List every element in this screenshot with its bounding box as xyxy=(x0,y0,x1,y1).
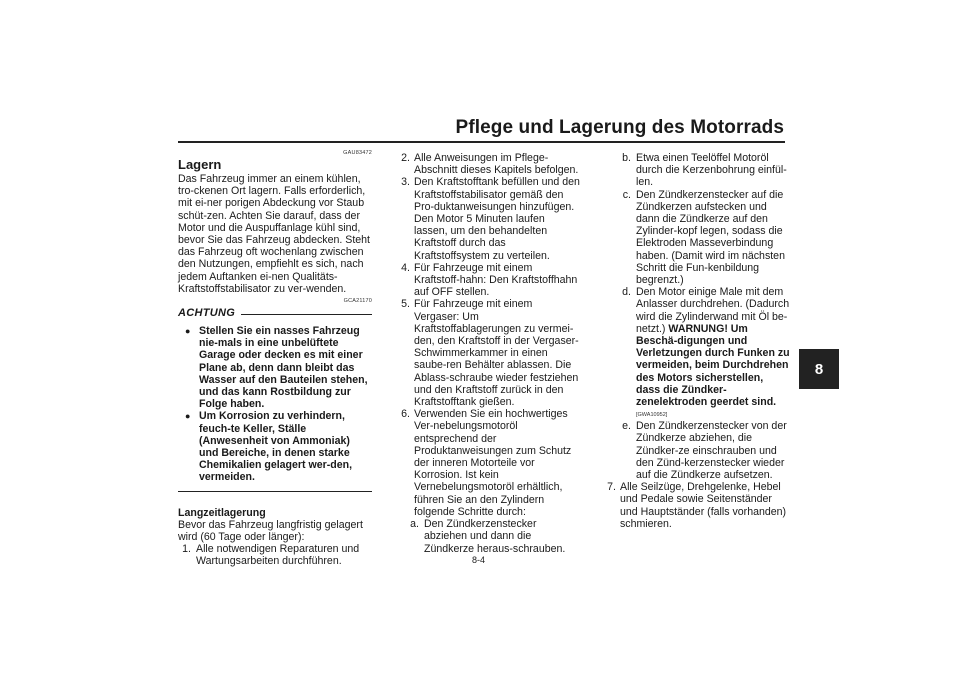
chapter-tab: 8 xyxy=(799,349,839,389)
sub-list-item-text: Etwa einen Teelöffel Motoröl durch die Kerzenbohrung einfül-len. xyxy=(636,152,787,189)
list-item xyxy=(598,481,790,530)
list-item-number: 3. xyxy=(401,176,410,189)
list-item xyxy=(392,408,580,518)
list-item xyxy=(392,176,580,261)
warning-text: WARNUNG! Um Beschä-digungen und Verletzungen durch Funken zu vermeiden, beim Durchdrehen des Motors sicherstellen, dass die Zündker-zenelektroden geerdet sind. xyxy=(636,322,790,409)
column-left xyxy=(178,150,372,568)
section-title: Lagern xyxy=(178,157,222,172)
warning-reference-code: [GWA10952] xyxy=(636,412,668,419)
list-item-number: 2. xyxy=(401,152,410,164)
sub-list-item-letter: b. xyxy=(622,152,631,164)
sub-list-item xyxy=(598,286,790,420)
notice-bullet-text: Um Korrosion zu verhindern, feuch-te Keller, Ställe (Anwesenheit von Ammoniak) und Bereiche, in denen starke Chemikalien gelagert wer-den, vermeiden. xyxy=(199,410,353,484)
list-item xyxy=(178,543,372,567)
list-item-number: 5. xyxy=(401,298,410,311)
page-header-title: Pflege und Lagerung des Motorrads xyxy=(455,117,784,138)
sub-list-item-body xyxy=(636,286,790,420)
sub-list-item-text: Den Zündkerzenstecker abziehen und dann die Zündkerze heraus-schrauben. xyxy=(424,518,566,555)
header-rule xyxy=(178,141,785,143)
list-item-number: 7. xyxy=(607,481,616,494)
column-middle xyxy=(392,152,580,555)
sub-list-item-letter: c. xyxy=(622,188,631,201)
sub-list-item xyxy=(598,189,790,287)
list-item-text: Alle Seilzüge, Drehgelenke, Hebel und Pedale sowie Seitenständer und Hauptständer (falls vorhanden) schmieren. xyxy=(620,481,787,530)
notice-end-rule xyxy=(178,491,372,492)
list-item-number: 1. xyxy=(182,543,191,556)
bullet-icon: ● xyxy=(185,326,191,337)
sub-list-item xyxy=(598,152,790,189)
notice-bullet-text: Stellen Sie ein nasses Fahrzeug nie-mals in eine unbelüftete Garage oder decken es mit einer Plane ab, denn dann bleibt das Wasser auf den Bauteilen stehen, und das kann Rostbildung zur Folge haben. xyxy=(199,325,368,411)
notice-bullets xyxy=(178,325,372,484)
sub-list-item-letter: d. xyxy=(622,286,631,299)
list-item-text: Alle Anweisungen im Pflege-Abschnitt dieses Kapitels befolgen. xyxy=(414,152,579,177)
sub-list-item-text: Den Motor einige Male mit dem Anlasser durchdrehen. (Dadurch wird die Zylinderwand mit Öl be-netzt.) xyxy=(636,286,790,335)
notice-bullet xyxy=(185,325,372,410)
list-item-text: Alle notwendigen Reparaturen und Wartungsarbeiten durchführen. xyxy=(196,543,360,568)
list-item-number: 4. xyxy=(401,261,410,274)
sub-list-item xyxy=(392,518,580,555)
sub-list-item-text: Den Zündkerzenstecker von der Zündkerze abziehen, die Zündker-ze einschrauben und den Zünd-kerzenstecker wieder auf die Zündkerze aufsetzen. xyxy=(636,420,787,482)
notice-line xyxy=(241,314,372,315)
notice-label: ACHTUNG xyxy=(178,307,236,320)
list-item-text: Verwenden Sie ein hochwertiges Ver-nebelungsmotoröl entsprechend der Produktanweisungen zum Schutz der inneren Motorteile vor Korrosion. Ist kein Vernebelungsmotoröl erhältlich, führen Sie an den Zylindern folgende Schritte durch: xyxy=(414,408,572,518)
sub-list-item-letter: e. xyxy=(622,420,631,433)
notice-bullet xyxy=(185,410,372,483)
reference-code: GAU83472 xyxy=(343,150,372,156)
subsection-intro: Bevor das Fahrzeug langfristig gelagert wird (60 Tage oder länger): xyxy=(178,518,363,544)
sub-list-item-text: Den Zündkerzenstecker auf die Zündkerzen aufstecken und dann die Zündkerze auf den Zylinder-kopf legen, sodass die Elektroden Masseverbindung haben. (Damit wird im nächsten Schritt die Fun-kenbildung begrenzt.) xyxy=(636,188,785,287)
subsection-title: Langzeitlagerung xyxy=(178,506,266,519)
list-item xyxy=(392,152,580,176)
bullet-icon: ● xyxy=(185,411,191,422)
column-right xyxy=(598,152,790,530)
intro-paragraph: Das Fahrzeug immer an einem kühlen, tro-ckenen Ort lagern. Falls erforderlich, mit ei-ner porigen Abdeckung vor Staub schüt-zen. Achten Sie darauf, dass der Motor und die Auspuffanlage kühl sind, bevor Sie das Fahrzeug abdecken. Steht das Fahrzeug oft wochenlang zwischen den Nutzungen, empfiehlt es sich, nach jedem Auftanken ei-nen Qualitäts-Kraftstoffstabilisator zu ver-wenden. xyxy=(178,173,370,295)
sub-list-item-letter: a. xyxy=(410,518,419,531)
list-item-number: 6. xyxy=(401,408,410,421)
list-item xyxy=(392,298,580,408)
notice-reference-code: GCA21170 xyxy=(343,298,372,305)
sub-list-item xyxy=(598,420,790,481)
list-item-text: Für Fahrzeuge mit einem Kraftstoff-hahn: Den Kraftstoffhahn auf OFF stellen. xyxy=(414,261,578,299)
list-item-text: Den Kraftstofftank befüllen und den Kraftstoffstabilisator gemäß den Pro-duktanweisungen hinzufügen. Den Motor 5 Minuten laufen lassen, um den behandelten Kraftstoff durch das Kraftstoffsystem zu verteilen. xyxy=(414,176,580,262)
list-item xyxy=(392,262,580,299)
page-number: 8-4 xyxy=(472,555,486,565)
notice-header xyxy=(178,307,372,320)
list-item-text: Für Fahrzeuge mit einem Vergaser: Um Kraftstoffablagerungen zu vermei-den, den Kraftstoff in der Vergaser-Schwimmerkammer in einen saube-ren Behälter ablassen. Die Ablass-schraube wieder festziehen und den Kraftstoff zurück in den Kraftstofftank gießen. xyxy=(414,298,579,409)
